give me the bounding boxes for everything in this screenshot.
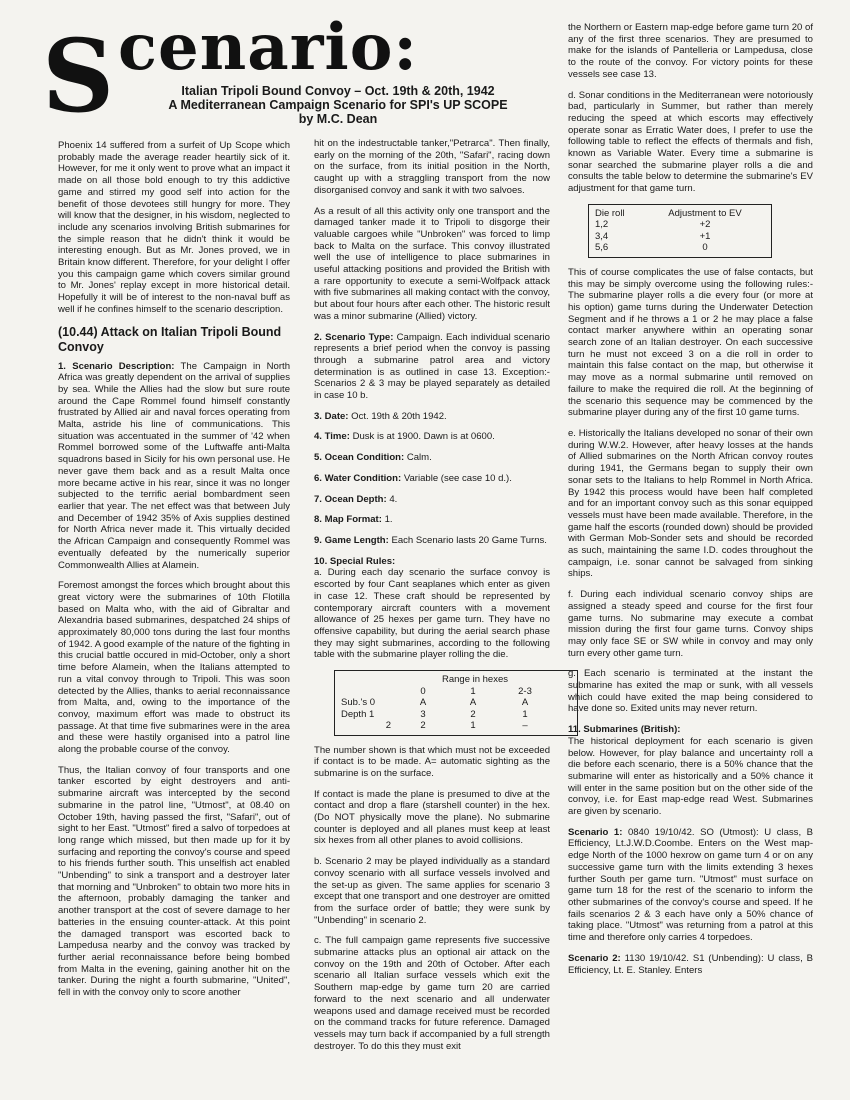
table-cell: 1	[522, 708, 528, 720]
section-heading: (10.44) Attack on Italian Tripoli Bound Convoy	[58, 324, 282, 354]
sc2-text: 1130 19/10/42. S1 (Unbending): U class, B Efficiency, Lt. E. Stanley. Enters	[568, 952, 814, 976]
s8-text: 1.	[384, 514, 393, 526]
table-cell: 1,2	[595, 219, 609, 231]
subtitle-line-2: A Mediterranean Campaign Scenario for SPI's UP SCOPE	[168, 98, 508, 112]
s2-label: 2. Scenario Type:	[314, 331, 394, 343]
table-row	[595, 219, 765, 231]
special-rule-g: g. Each scenario is terminated at the instant the submarine has exited the map or sunk, with all vessels which could have exited the map being considered to have done so. Exited units may never return.	[568, 668, 813, 715]
page-title: cenario:	[118, 10, 419, 85]
s3-text: Oct. 19th & 20th 1942.	[351, 410, 447, 422]
paragraph-northern: the Northern or Eastern map-edge before game turn 20 of any of the first three scenarios. They are presumed to make for the islands of Pantelleria or Lampedusa, close to the route of the convoy. For victory points for these vessels see case 13.	[568, 22, 813, 80]
table-row	[595, 231, 765, 243]
table-cell: 1	[470, 720, 476, 732]
range-col-header: 2-3	[518, 685, 532, 697]
subtitle-line-3: by M.C. Dean	[298, 112, 378, 126]
special-rules-label: 10. Special Rules:	[314, 555, 396, 567]
intro-paragraph: Phoenix 14 suffered from a surfeit of Up Scope which probably made the average reader heartily sick of it. However, for me it only went to prove what an impact it made on all those bold enough to try this addictive game and stirred my good self into action for the benefit of those devotees still hungry for more. They will know that the designer, in his wisdom, neglected to include any scenarios involving British submarines for the simple reason that he didn't think it would be interesting enough. But as Mr. Jones proved, we in Britain know different. Therefore, for your delight I offer you this campaign game which covers similar ground to Mr. Jones' replay except in more historical detail. Hopefully it will be of interest to the non-naval buff as well if he confines himself to the scenario description.	[58, 140, 290, 315]
table-cell: 3	[420, 708, 426, 720]
table-row	[595, 242, 765, 254]
table-cell: 5,6	[595, 242, 609, 254]
special-rule-d: d. Sonar conditions in the Mediterranean were notoriously bad, particularly in Summer, but rather than merely reducing the speed at which escorts may effectively operate sonar as Erratic Water does, I prefer to use the following table to reflect the effects of thermals and fish, known as Variable Water. Every time a submarine is sonar searched the submarine player rolls a die and consults the table below to determine the submarine's EV adjustment for that game turn.	[568, 89, 813, 195]
s9-text: Each Scenario lasts 20 Game Turns.	[391, 534, 547, 546]
sc1-label: Scenario 1:	[568, 826, 623, 838]
s2-text: Campaign. Each individual scenario represents a brief period when the convoy is passing through a submarine patrol area and victory determination is as outlined in case 13. Exception:- Scenarios 2 & 3 may be played separately as detailed in case 10 b.	[314, 331, 550, 402]
ev-table	[588, 204, 772, 258]
s6-label: 6. Water Condition:	[314, 472, 402, 484]
row-label: 2	[385, 720, 391, 732]
table-row	[341, 720, 571, 732]
ev-header-roll: Die roll	[595, 207, 625, 219]
scenario-time	[314, 431, 550, 443]
sc1-text: 0840 19/10/42. SO (Utmost): U class, B Efficiency, Lt.J.W.D.Coombe. Enters on the West map-edge North of the 1000 hexrow on game turn 4 or on any successive game turn with the limits extending 3 hexes further South per game turn. "Utmost" must surface on game turn 18 for the rest of the scenario to inform the other submarines of the convoy's course and speed. If he fails scenarios 2 & 3 each have only a 50% chance of taking place. "Utmost" was returning from a patrol at this time and therefore only carries 4 torpedoes.	[568, 826, 814, 944]
s4-label: 4. Time:	[314, 431, 350, 443]
range-table	[334, 670, 578, 736]
s5-text: Calm.	[406, 452, 432, 464]
special-rule-e: e. Historically the Italians developed no sonar of their own during W.W.2. However, after heavy losses at the hands of Allied submarines on the North African convoy routes during 1941, the Germans began to supply their own sonar sets to the Italians to help Rommel in North Africa. By 1942 this process would have been half completed and for an important convoy such as this sonar equipped vessels must have been made available. Therefore, in the game half the escorts (rounded down) should be provided with German Mob-Sonder sets and should be recorded as such, maintaining the same I.D. codes throughout the campaign, i.e. sonar cannot be salvaged from sinking ships.	[568, 427, 813, 580]
paragraph-foremost: Foremost amongst the forces which brought about this great victory were the submarines of 10th Flotilla based on Malta who, with the aid of Gibraltar and Alexandria based submarines, despatched 24 ships of approximately 80,000 tons during the last four months of 1942. A good example of the nature of the fighting in this crucial battle occured in mid-October, only a short time before Alamein, when the Italians attempted to run a vital convoy through to Tripoli. This was soon detected by the Allies, thanks to aerial reconnaissance from Malta, and, owing to the importance of the convoy, maximum effort was made to obstruct its passage. At that time five submarines were in the area and these were hastily organised into a patrol line along the probable course of the convoy.	[58, 580, 290, 756]
s6-text: Variable (see case 10 d.).	[403, 472, 512, 484]
scenario-1	[568, 827, 813, 944]
special-rule-f: f. During each individual scenario convoy ships are assigned a steady speed and course for the first four game turns. No submarine may execute a combat mission during the first four game turns. Convoy ships may only face SE or SW while in convoy and may only turn every other game turn.	[568, 589, 813, 659]
table-cell: 2	[470, 708, 476, 720]
game-length	[314, 535, 550, 547]
sc2-label: Scenario 2:	[568, 952, 621, 964]
table-row	[341, 709, 571, 721]
ev-header-adj: Adjustment to EV	[668, 207, 742, 219]
table-cell: A	[469, 697, 477, 709]
paragraph-thus: Thus, the Italian convoy of four transports and one tanker escorted by eight destroyers and anti-submarine aircraft was intercepted by the second submarine in the patrol line, "Utmost", at 08.40 on October 19th, having passed the first, "Safari", out of sight to her East. "Utmost" fired a salvo of torpedoes at long range which missed, but then made up for it by surfacing and reporting the convoy's course and speed to his friends further south. This unselfish act enabled "Unbending" to sink a transport and a destroyer later that morning and "Unbroken" to obtain two more hits in the afternoon, probably damaging the tanker and another transport at the cost of severe damage to her batteries in the ensuing counter-attack. At this point the damaged transport was escorted back to Lampedusa nearby and the convoy was tracked by further aerial reconnaissance before being bombed from Malta in the evening, gaining another hit on the tanker. During the night a fourth submarine, "United", fell in with the convoy only to score another	[58, 764, 290, 999]
s4-text: Dusk is at 1900. Dawn is at 0600.	[352, 431, 495, 443]
s3-label: 3. Date:	[314, 410, 349, 422]
special-rule-a: a. During each day scenario the surface convoy is escorted by four Cant seaplanes which enter as given in case 12. These craft should be represented by contemporary aircraft counters with a movement allowance of 25 hexes per game turn. They have no offensive capability, but during the aerial search phase they may sight submarines, according to the following table with the submarine player rolling the die.	[314, 567, 550, 661]
row-label: Sub.'s 0	[341, 697, 376, 709]
title-initial: S	[42, 17, 115, 135]
subtitle-line-1: Italian Tripoli Bound Convoy – Oct. 19th & 20th, 1942	[181, 84, 495, 98]
paragraph-result: As a result of all this activity only one transport and the damaged tanker made it to Tripoli to disgorge their valuable cargoes while "Unbroken" was forced to limp back to Malta on the surface. This convoy illustrated well the use of intelligence to place submarines in useful attacking positions and provided the British with a rare opportunity to execute a semi-Wolfpack attack with five submarines all making contact with the convoy, but about four hours after each other. The historic result was a minor submarine (Allied) victory.	[314, 205, 550, 322]
paragraph-number-shown: The number shown is that which must not be exceeded if contact is to be made. A= automatic sighting as the submarine is on the surface.	[314, 744, 550, 779]
s1-text: The Campaign in North Africa was greatly dependent on the arrival of supplies by sea. While the Allies had the slow but sure route around the Cape Rommel found himself constantly frustrated by Allied air and naval forces operating from Malta, astride his line of communications. This situation was accentuated in the summer of '42 when Rommel borrowed some of the Luftwaffe anti-Malta squadrons based in Sicily for his own personal use. He never gave them back and as a result Malta once more became active in his rear, since it was no longer subjected to the terrific aerial bombardment seen earlier that year. The net effect was that between July and December of 1942 35% of Axis supplies destined for North Africa never made it. This virtually decided the African Campaign and consequently Rommel was eventually defeated by the numerically superior Commonwealth Allies at Alamein.	[58, 360, 291, 571]
paragraph-contact: If contact is made the plane is presumed to dive at the contact and drop a flare (starshell counter) in the hex. (Do NOT physically move the plane). No submarine counter is deployed and all planes must keep at least six hexes from all other planes to avoid collisions.	[314, 788, 550, 847]
table-cell: A	[521, 697, 529, 709]
submarines-text: The historical deployment for each scenario is given below. However, for play balance and uncertainty roll a die before each scenario, there is a 50% chance that the submarine will enter as historically and a 50% chance it will enter in the same position but on the other side of the convoy, i.e. for East map-edge read West. Submarines are given by scenario.	[568, 735, 813, 818]
special-rule-b: b. Scenario 2 may be played individually as a standard convoy scenario with all surface vessels involved and the set-up as given. The same applies for scenario 3 except that one transport and one destroyer are omitted from the surface order of battle; they were sunk by "Unbending" in scenario 2.	[314, 856, 550, 926]
table-cell: +2	[699, 219, 711, 231]
table-cell: –	[522, 720, 528, 732]
map-format	[314, 514, 550, 526]
column-1	[58, 140, 290, 1008]
table-cell: 3,4	[595, 230, 609, 242]
s7-text: 4.	[389, 493, 398, 505]
row-label: Depth 1	[341, 708, 375, 720]
scenario-date	[314, 411, 550, 423]
water-condition	[314, 473, 550, 485]
special-rule-c: c. The full campaign game represents five successive submarine attacks plus an optional air attack on the convoy on the 19th and 20th of October. After each scenario all Italian surface vessels which exit the Southern map-edge by game turn 20 are carried forward to the next scenario and all underwater weapons used and damage received must be recorded on the command tracks for future reference. Damaged vessels may turn back if accompanied by a full strength destroyer. To do this they must exit	[314, 935, 550, 1052]
scenario-2	[568, 953, 813, 976]
column-2	[314, 138, 550, 1061]
s1-label: 1. Scenario Description:	[58, 360, 175, 372]
table-cell: 0	[702, 242, 708, 254]
range-table-title: Range in hexes	[441, 674, 509, 686]
column-3	[568, 22, 813, 985]
s9-label: 9. Game Length:	[314, 534, 389, 546]
s8-label: 8. Map Format:	[314, 514, 382, 526]
scenario-description	[58, 361, 290, 572]
subtitle-block	[128, 84, 548, 126]
paragraph-hit: hit on the indestructable tanker,"Petrarca". Then finally, early on the morning of the 20th, "Safari", racing down on the surface, from its initial position in the North, caught up with a straggling transport from the now disorganised convoy and sank it with two salvoes.	[314, 138, 550, 196]
ocean-depth	[314, 494, 550, 506]
table-cell: 2	[420, 720, 426, 732]
table-cell: A	[419, 697, 427, 709]
range-col-header: 0	[420, 685, 426, 697]
s7-label: 7. Ocean Depth:	[314, 493, 387, 505]
table-row	[341, 697, 571, 709]
submarines-label: 11. Submarines (British):	[568, 724, 681, 736]
range-col-header: 1	[470, 685, 476, 697]
ocean-condition	[314, 452, 550, 464]
scenario-type	[314, 332, 550, 402]
table-cell: +1	[699, 230, 711, 242]
s5-label: 5. Ocean Condition:	[314, 452, 405, 464]
paragraph-false-contacts: This of course complicates the use of false contacts, but this may be simply overcome using the following rules:- The submarine player rolls a die every four (or more at his option) game turns during the Underwater Detection Segment and if he throws a 1 or 2 he may place a false contact marker anywhere within an operating sonar search zone of an Italian destroyer. On each successive turn he must not exceed 3 on a die roll in order to maintain this false contact on the map, but otherwise it may move as a normal submarine until removed on failure to make the required die roll. At the beginning of the scenario this sequence may be commenced by the submarine player during any of the first 10 game turns.	[568, 266, 813, 419]
